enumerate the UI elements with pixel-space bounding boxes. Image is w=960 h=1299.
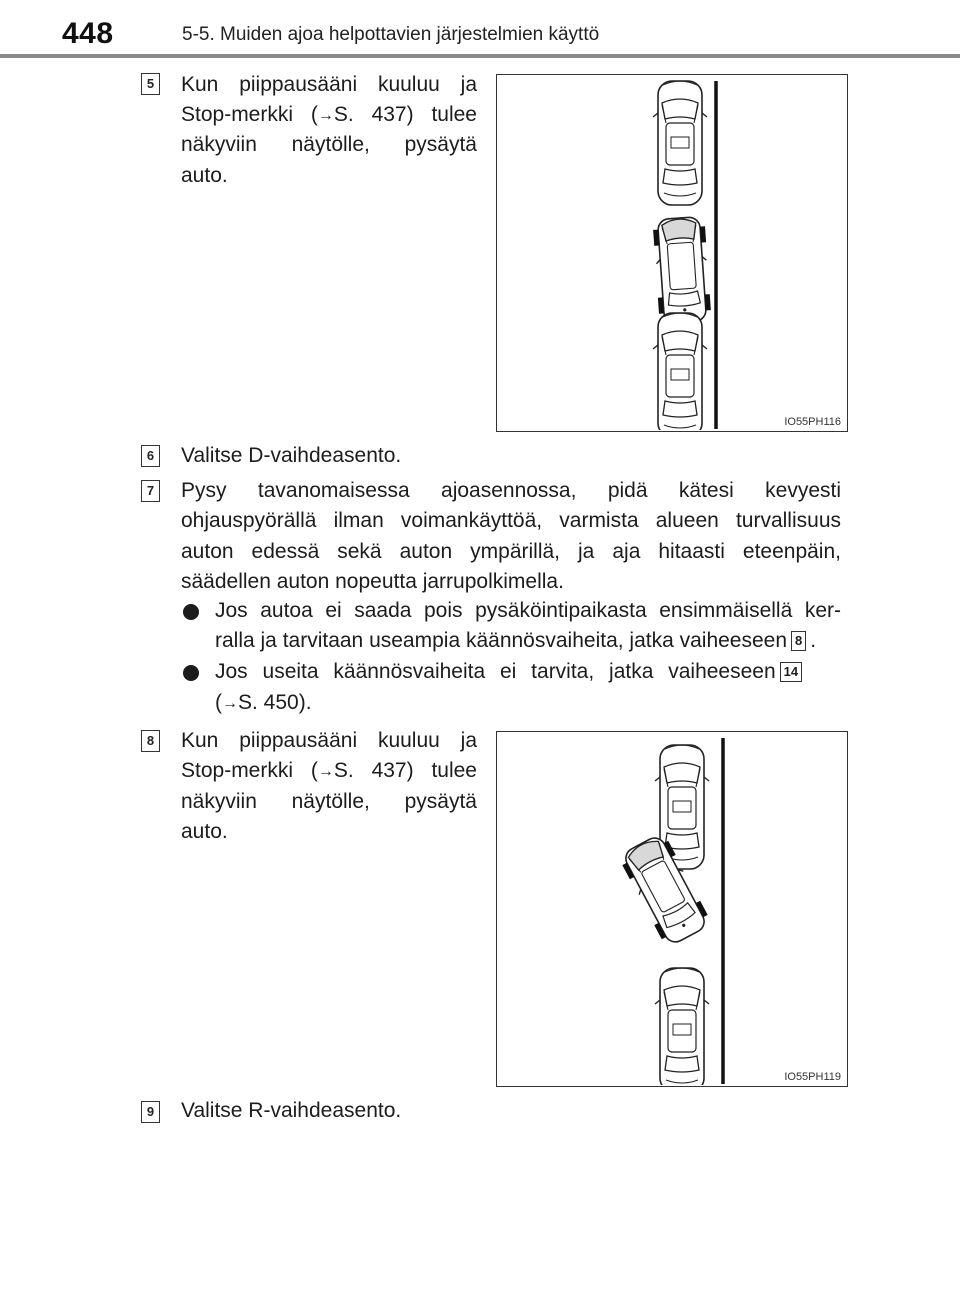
arrow-right-icon: → bbox=[317, 763, 334, 780]
step-9-text: Valitse R-vaihdeasento. bbox=[181, 1099, 402, 1122]
step-5-line-2: Stop-merkki (→S. 437) tulee bbox=[181, 103, 477, 126]
bullet-2-line-1: Jos useita käännösvaiheita ei tarvita, jatka vaiheeseen 14 bbox=[215, 657, 841, 688]
step-number-7: 7 bbox=[141, 480, 160, 502]
step-7-line-1: Pysy tavanomaisessa ajoasennossa, pidä kätesi kevyesti bbox=[181, 479, 841, 502]
step-7-line-2: ohjauspyörällä ilman voimankäyttöä, varmista alueen turvallisuus bbox=[181, 509, 841, 532]
step-8-line-1: Kun piippausääni kuuluu ja bbox=[181, 729, 477, 752]
header-divider bbox=[0, 54, 960, 58]
rear-parked-car bbox=[653, 313, 707, 430]
step-number-5: 5 bbox=[141, 73, 160, 95]
own-car bbox=[652, 216, 711, 323]
step-ref-14[interactable]: 14 bbox=[780, 662, 802, 682]
figure-2-label: IO55PH119 bbox=[784, 1071, 841, 1083]
step-5-line-3: näkyviin näytölle, pysäytä bbox=[181, 133, 477, 156]
step-8-line-2: Stop-merkki (→S. 437) tulee bbox=[181, 759, 477, 782]
section-title: 5-5. Muiden ajoa helpottavien järjestelmien käyttö bbox=[182, 24, 600, 45]
step-8-line-4: auto. bbox=[181, 820, 228, 843]
figure-1-parking-diagram bbox=[496, 74, 848, 432]
bullet-icon bbox=[183, 604, 199, 620]
step-8-line-3: näkyviin näytölle, pysäytä bbox=[181, 790, 477, 813]
step-number-6: 6 bbox=[141, 445, 160, 467]
step-7-line-4: säädellen auton nopeutta jarrupolkimella. bbox=[181, 570, 564, 593]
bullet-2-line-2: (→S. 450). bbox=[215, 691, 312, 714]
page-number: 448 bbox=[62, 17, 114, 50]
step-5-line-1: Kun piippausääni kuuluu ja bbox=[181, 73, 477, 96]
front-parked-car bbox=[653, 81, 707, 205]
step-ref-8[interactable]: 8 bbox=[791, 631, 806, 651]
step-7-line-3: auton edessä sekä auton ympärillä, ja aja hitaasti eteenpäin, bbox=[181, 540, 841, 563]
step-6-text: Valitse D-vaihdeasento. bbox=[181, 444, 402, 467]
bullet-1-line-1: Jos autoa ei saada pois pysäköintipaikasta ensimmäisellä ker- bbox=[215, 599, 841, 622]
arrow-right-icon: → bbox=[222, 695, 238, 712]
figure-1-label: IO55PH116 bbox=[784, 416, 841, 428]
parking-illustration-2 bbox=[497, 732, 846, 1085]
rear-parked-car bbox=[655, 968, 709, 1085]
page-ref-link[interactable]: S. 450). bbox=[238, 691, 312, 714]
page-header bbox=[0, 0, 960, 62]
parking-illustration-1 bbox=[497, 75, 846, 430]
figure-2-parking-diagram bbox=[496, 731, 848, 1087]
bullet-1-line-2: ralla ja tarvitaan useampia käännösvaiheita, jatka vaiheeseen 8 . bbox=[215, 629, 817, 652]
bullet-icon bbox=[183, 665, 199, 681]
step-number-9: 9 bbox=[141, 1101, 160, 1123]
step-number-8: 8 bbox=[141, 730, 160, 752]
step-5-line-4: auto. bbox=[181, 164, 228, 187]
arrow-right-icon: → bbox=[317, 107, 334, 124]
